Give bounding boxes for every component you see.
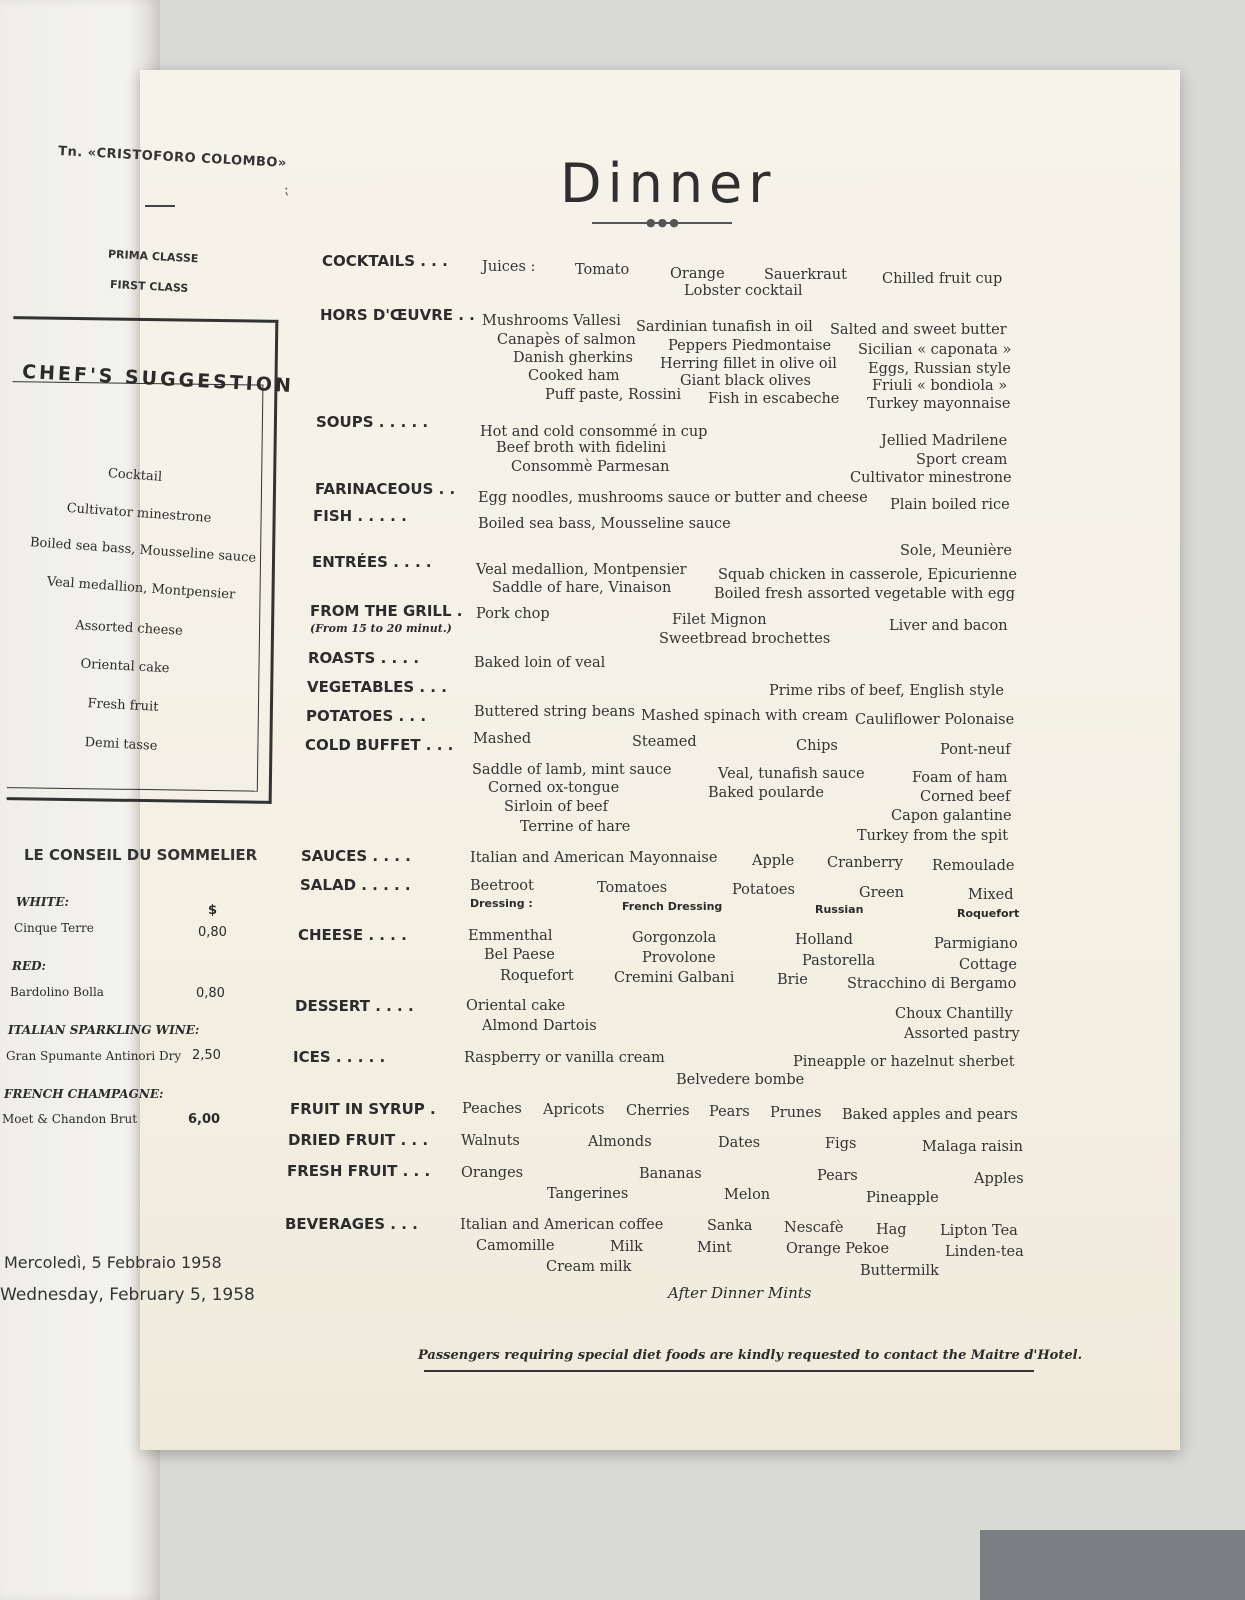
- menu-item: Potatoes: [732, 882, 795, 898]
- menu-item: Prunes: [770, 1105, 822, 1121]
- menu-item: Veal, tunafish sauce: [718, 766, 865, 782]
- menu-item: Pineapple or hazelnut sherbet: [793, 1054, 1015, 1070]
- menu-item: Pont-neuf: [940, 742, 1011, 758]
- category-dessert: DESSERT . . . .: [295, 997, 414, 1015]
- category-beverages: BEVERAGES . . .: [285, 1215, 418, 1233]
- wine-name: Bardolino Bolla: [10, 985, 104, 999]
- grill-note: (From 15 to 20 minut.): [310, 622, 452, 635]
- menu-item: Choux Chantilly: [895, 1006, 1013, 1022]
- menu-item: Canapès of salmon: [497, 332, 636, 348]
- page-title: Dinner: [560, 152, 777, 215]
- menu-item: Plain boiled rice: [890, 497, 1010, 513]
- menu-item: Liver and bacon: [889, 618, 1008, 634]
- menu-item: Almond Dartois: [482, 1018, 597, 1034]
- menu-item: Pears: [817, 1168, 858, 1184]
- menu-item: Belvedere bombe: [676, 1072, 805, 1088]
- menu-item: Melon: [724, 1187, 771, 1203]
- menu-item: Bananas: [639, 1166, 702, 1182]
- menu-item: Apple: [752, 853, 795, 869]
- wine-price: 0,80: [196, 986, 225, 1001]
- menu-item: Dates: [718, 1135, 761, 1151]
- menu-item: Consommè Parmesan: [511, 459, 670, 475]
- menu-item: Saddle of hare, Vinaison: [492, 580, 672, 596]
- menu-item: Foam of ham: [912, 770, 1008, 786]
- menu-item: Juices :: [482, 259, 536, 275]
- menu-item: Turkey mayonnaise: [867, 396, 1011, 412]
- menu-item: Pears: [709, 1104, 750, 1120]
- menu-item: Baked loin of veal: [474, 655, 606, 671]
- chef-item: Oriental cake: [80, 656, 170, 677]
- wine-category: FRENCH CHAMPAGNE:: [4, 1087, 164, 1101]
- menu-item: Chilled fruit cup: [882, 271, 1003, 287]
- menu-item: Provolone: [642, 950, 716, 966]
- menu-item: Malaga raisin: [922, 1139, 1023, 1155]
- menu-item: Raspberry or vanilla cream: [464, 1050, 665, 1066]
- category-ices: ICES . . . . .: [293, 1048, 386, 1066]
- chef-item: Cocktail: [107, 466, 163, 485]
- menu-item: Filet Mignon: [672, 612, 767, 628]
- menu-item: Oranges: [461, 1165, 524, 1181]
- menu-item: Sanka: [707, 1218, 753, 1234]
- wine-category: ITALIAN SPARKLING WINE:: [8, 1023, 200, 1037]
- menu-item: Veal medallion, Montpensier: [476, 562, 687, 578]
- category-soups: SOUPS . . . . .: [316, 413, 429, 431]
- footer-rule: [424, 1370, 1034, 1372]
- menu-item: Saddle of lamb, mint sauce: [472, 762, 672, 778]
- menu-item: Orange Pekoe: [786, 1241, 890, 1257]
- menu-item: Cream milk: [546, 1259, 632, 1275]
- special-diet-note: Passengers requiring special diet foods are kindly requested to contact the Maitre d'Hotel.: [418, 1348, 1083, 1363]
- wine-name: Cinque Terre: [14, 921, 94, 935]
- menu-item: Pastorella: [802, 953, 876, 969]
- menu-item: Holland: [795, 932, 853, 948]
- menu-item: Mint: [697, 1240, 732, 1256]
- salad-dressing: Roquefort: [957, 907, 1020, 920]
- menu-page: [140, 70, 1180, 1450]
- menu-item: Boiled sea bass, Mousseline sauce: [478, 516, 731, 532]
- menu-item: Sicilian « caponata »: [858, 342, 1012, 358]
- menu-item: Hot and cold consommé in cup: [480, 424, 708, 440]
- menu-item: Puff paste, Rossini: [545, 387, 682, 403]
- category-fish: FISH . . . . .: [313, 507, 407, 525]
- menu-item: Mashed spinach with cream: [641, 708, 849, 724]
- salad-dressing: Russian: [815, 903, 864, 916]
- category-dried-fruit: DRIED FRUIT . . .: [288, 1131, 429, 1149]
- menu-item: Lobster cocktail: [684, 283, 803, 299]
- category-potatoes: POTATOES . . .: [306, 707, 427, 725]
- chef-item: Boiled sea bass, Mousseline sauce: [29, 535, 257, 566]
- category-salad: SALAD . . . . .: [300, 876, 411, 894]
- menu-item: Steamed: [632, 734, 697, 750]
- category-hors-doeuvre: HORS D'ŒUVRE . .: [320, 306, 475, 324]
- menu-item: Peppers Piedmontaise: [668, 338, 832, 354]
- menu-item: Brie: [777, 972, 808, 988]
- menu-item: Remoulade: [932, 858, 1015, 874]
- ship-underline: [145, 205, 175, 207]
- category-roasts: ROASTS . . . .: [308, 649, 420, 667]
- menu-item: Jellied Madrilene: [881, 433, 1008, 449]
- menu-item: Salted and sweet butter: [830, 322, 1007, 338]
- chef-item: Veal medallion, Montpensier: [46, 574, 236, 603]
- menu-item: Friuli « bondiola »: [872, 378, 1008, 394]
- currency-symbol: $: [208, 903, 218, 918]
- menu-item: Cauliflower Polonaise: [855, 712, 1015, 728]
- menu-item: Cooked ham: [528, 368, 620, 384]
- chef-item: Fresh fruit: [87, 696, 159, 715]
- class-english: FIRST CLASS: [109, 277, 189, 296]
- category-cold-buffet: COLD BUFFET . . .: [305, 736, 454, 754]
- menu-item: Sauerkraut: [764, 267, 847, 283]
- menu-item: Tangerines: [547, 1186, 629, 1202]
- menu-item: Bel Paese: [484, 947, 555, 963]
- menu-item: Almonds: [588, 1134, 652, 1150]
- menu-item: Danish gherkins: [513, 350, 633, 366]
- wine-name: Moet & Chandon Brut: [2, 1112, 138, 1126]
- menu-item: Beetroot: [470, 878, 534, 894]
- ship-name: Tn. «CRISTOFORO COLOMBO»: [57, 144, 288, 171]
- class-italian: PRIMA CLASSE: [107, 247, 199, 266]
- category-grill: FROM THE GRILL .: [310, 602, 463, 620]
- wine-category: WHITE:: [16, 895, 69, 909]
- menu-item: Sole, Meunière: [900, 543, 1012, 559]
- menu-item: Sport cream: [916, 452, 1008, 468]
- wine-category: RED:: [12, 959, 46, 973]
- menu-item: Italian and American coffee: [460, 1217, 664, 1233]
- menu-item: Beef broth with fidelini: [496, 440, 667, 456]
- menu-item: Camomille: [476, 1238, 555, 1254]
- menu-item: Cultivator minestrone: [850, 470, 1012, 486]
- menu-item: Cottage: [959, 957, 1017, 973]
- category-fruit-in-syrup: FRUIT IN SYRUP .: [290, 1100, 436, 1118]
- category-farinaceous: FARINACEOUS . .: [315, 480, 456, 498]
- salad-dressing: French Dressing: [622, 900, 723, 913]
- date-english: Wednesday, February 5, 1958: [0, 1285, 255, 1305]
- menu-item: Green: [859, 885, 905, 901]
- menu-item: Orange: [670, 266, 725, 282]
- menu-item: Lipton Tea: [940, 1223, 1018, 1239]
- chef-item: Demi tasse: [84, 735, 158, 754]
- menu-item: Mixed: [968, 887, 1014, 903]
- wine-price: 6,00: [188, 1112, 221, 1127]
- menu-item: Squab chicken in casserole, Epicurienne: [718, 567, 1017, 583]
- menu-item: Assorted pastry: [904, 1026, 1020, 1042]
- after-dinner-mints: After Dinner Mints: [668, 1284, 812, 1302]
- title-ornament: ●●●: [646, 216, 681, 229]
- menu-item: Turkey from the spit: [857, 828, 1009, 844]
- menu-item: Corned ox-tongue: [488, 780, 620, 796]
- menu-item: Parmigiano: [934, 936, 1018, 952]
- menu-item: Boiled fresh assorted vegetable with egg: [714, 586, 1016, 602]
- category-sauces: SAUCES . . . .: [301, 847, 411, 865]
- menu-item: Roquefort: [500, 968, 574, 984]
- date-italian: Mercoledì, 5 Febbraio 1958: [4, 1253, 222, 1272]
- sommelier-title: LE CONSEIL DU SOMMELIER: [24, 846, 258, 864]
- menu-item: Chips: [796, 738, 838, 754]
- menu-item: Cherries: [626, 1103, 690, 1119]
- menu-item: Corned beef: [920, 789, 1011, 805]
- menu-item: Emmenthal: [468, 928, 553, 944]
- menu-item: Nescafè: [784, 1220, 844, 1236]
- menu-item: Milk: [610, 1239, 643, 1255]
- menu-item: Gorgonzola: [632, 930, 717, 946]
- menu-item: Peaches: [462, 1101, 522, 1117]
- menu-item: Sirloin of beef: [504, 799, 608, 815]
- menu-item: Sardinian tunafish in oil: [636, 319, 813, 335]
- menu-item: Mushrooms Vallesi: [482, 313, 621, 329]
- menu-item: Baked poularde: [708, 785, 824, 801]
- category-entrees: ENTRÉES . . . .: [312, 553, 432, 571]
- menu-item: Prime ribs of beef, English style: [769, 683, 1004, 699]
- menu-item: Sweetbread brochettes: [659, 631, 831, 647]
- menu-item: Oriental cake: [466, 998, 566, 1014]
- menu-item: Tomatoes: [597, 880, 668, 896]
- menu-item: Figs: [825, 1136, 857, 1152]
- menu-item: Fish in escabeche: [708, 391, 840, 407]
- menu-item: Egg noodles, mushrooms sauce or butter and cheese: [478, 490, 868, 506]
- menu-item: Mashed: [473, 731, 532, 747]
- menu-item: Buttermilk: [860, 1263, 939, 1279]
- menu-item: Terrine of hare: [520, 819, 631, 835]
- category-cheese: CHEESE . . . .: [298, 926, 407, 944]
- menu-item: Herring fillet in olive oil: [660, 356, 837, 372]
- menu-item: Tomato: [575, 262, 630, 278]
- chef-item: Assorted cheese: [74, 618, 184, 639]
- chef-suggestion-title: CHEF'S SUGGESTION: [21, 360, 295, 398]
- table-surface: [980, 1530, 1245, 1600]
- menu-item: Pineapple: [866, 1190, 939, 1206]
- menu-item: Apricots: [543, 1102, 605, 1118]
- menu-item: Cremini Galbani: [614, 970, 735, 986]
- chef-item: Cultivator minestrone: [66, 500, 212, 527]
- menu-item: Italian and American Mayonnaise: [470, 850, 718, 866]
- category-fresh-fruit: FRESH FRUIT . . .: [287, 1162, 431, 1180]
- category-vegetables: VEGETABLES . . .: [307, 678, 447, 696]
- menu-item: Linden-tea: [945, 1244, 1024, 1260]
- menu-item: Hag: [876, 1222, 907, 1238]
- category-cocktails: COCKTAILS . . .: [322, 252, 448, 270]
- menu-item: Pork chop: [476, 606, 550, 622]
- wine-name: Gran Spumante Antinori Dry: [6, 1049, 182, 1063]
- wine-price: 0,80: [198, 925, 227, 940]
- menu-item: Baked apples and pears: [842, 1107, 1018, 1123]
- menu-item: Capon galantine: [891, 808, 1012, 824]
- menu-item: Stracchino di Bergamo: [847, 976, 1017, 992]
- wine-price: 2,50: [192, 1048, 221, 1063]
- menu-item: Buttered string beans: [474, 704, 635, 720]
- menu-item: Cranberry: [827, 855, 903, 871]
- menu-item: Apples: [974, 1171, 1024, 1187]
- ship-mark: ⁏: [284, 182, 289, 198]
- menu-item: Eggs, Russian style: [868, 361, 1011, 377]
- salad-dressing-label: Dressing :: [470, 897, 533, 910]
- menu-item: Giant black olives: [680, 373, 811, 389]
- menu-item: Walnuts: [461, 1133, 520, 1149]
